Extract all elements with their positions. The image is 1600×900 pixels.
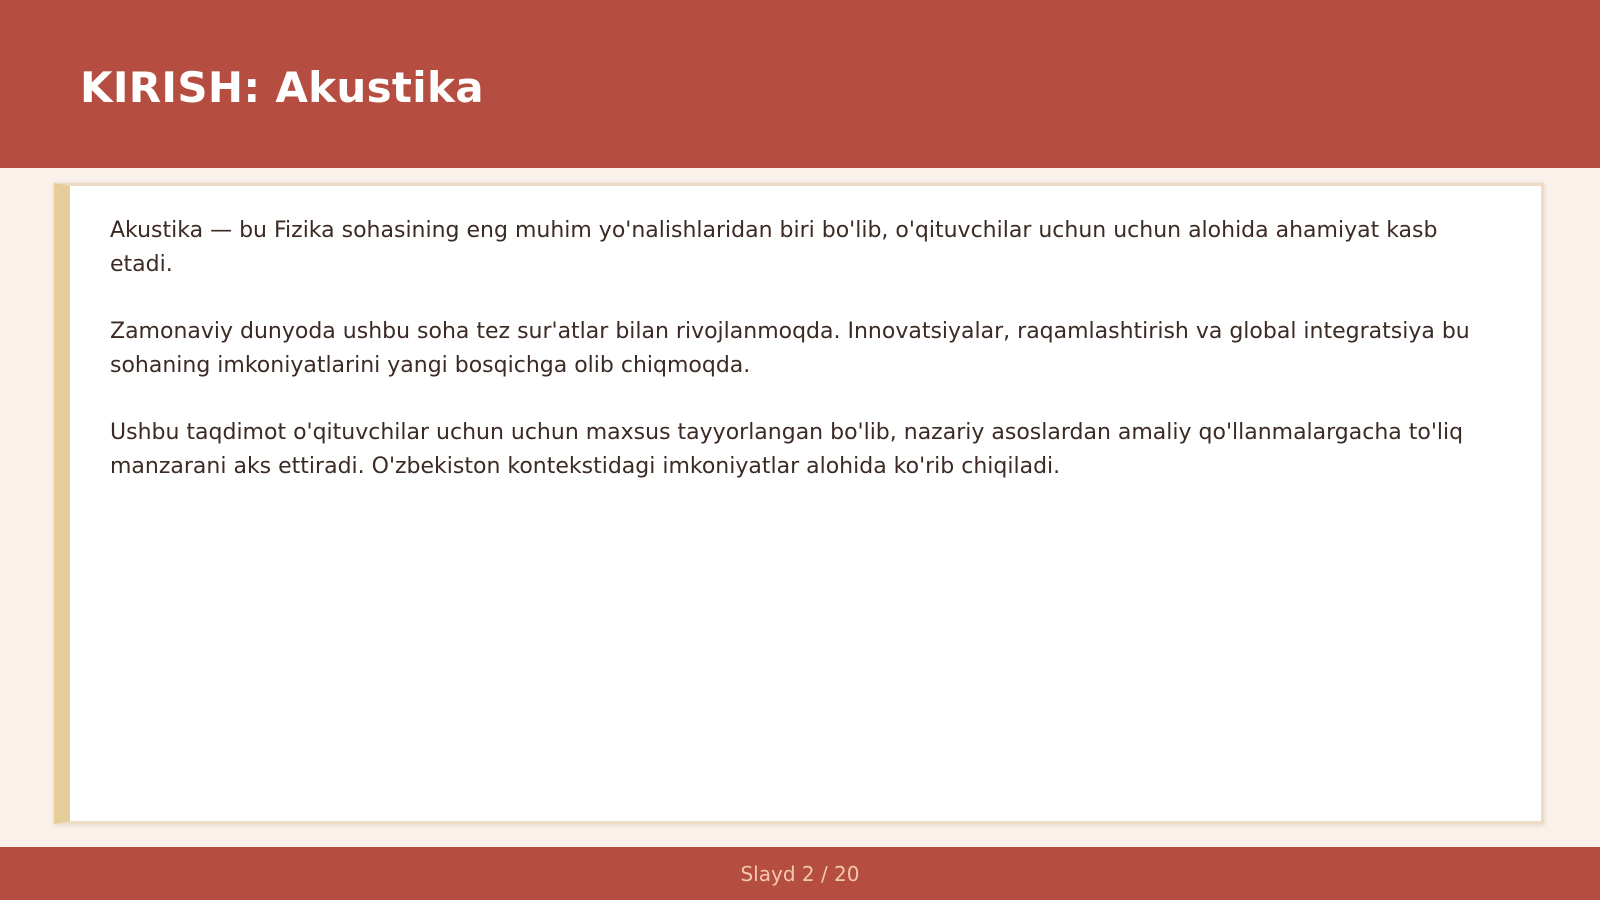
slide-title: KIRISH: Akustika: [80, 63, 484, 112]
paragraph-2: Zamonaviy dunyoda ushbu soha tez sur'atlar bilan rivojlanmoqda. Innovatsiyalar, raqamlashtirish va global integratsiya bu sohaning imkoniyatlarini yangi bosqichga olib chiqmoqda.: [110, 319, 1470, 378]
paragraph-3: Ushbu taqdimot o'qituvchilar uchun uchun maxsus tayyorlangan bo'lib, nazariy asoslardan amaliy qo'llanmalargacha to'liq manzarani aks ettiradi. O'zbekiston kontekstidagi imkoniyatlar alohida ko'rib chiqiladi.: [110, 420, 1464, 479]
slide-footer: [0, 847, 1600, 900]
paragraph-1: Akustika — bu Fizika sohasining eng muhim yo'nalishlaridan biri bo'lib, o'qituvchilar uchun uchun alohida ahamiyat kasb etadi.: [110, 218, 1438, 277]
slide-counter: Slayd 2 / 20: [740, 862, 860, 886]
content-card: [54, 183, 1544, 824]
slide-header: [0, 0, 1600, 168]
paragraph-list: [110, 214, 1500, 517]
